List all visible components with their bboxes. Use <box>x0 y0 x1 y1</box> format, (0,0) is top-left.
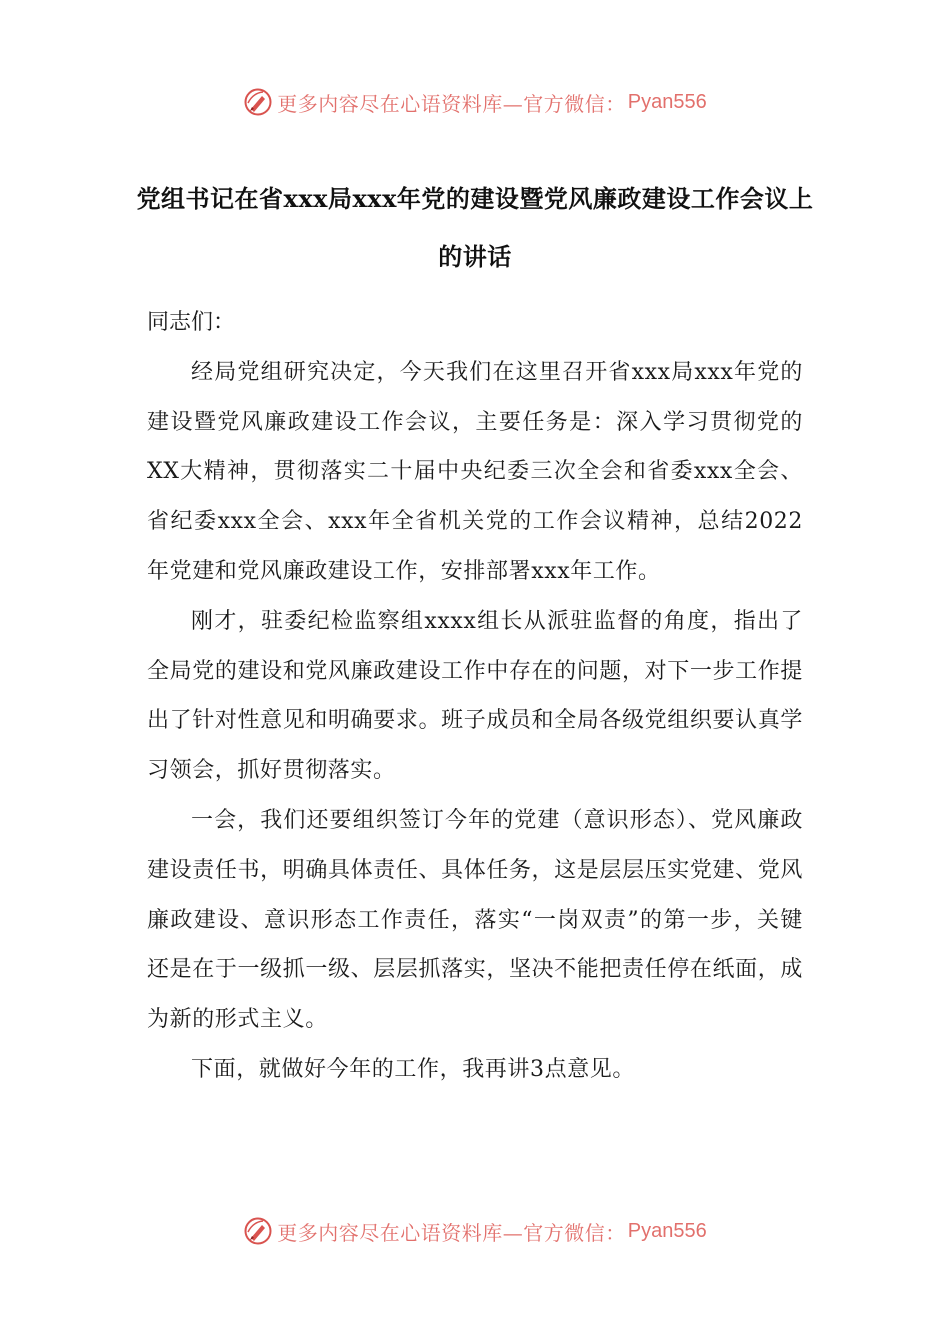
body-paragraph: 一会，我们还要组织签订今年的党建（意识形态）、党风廉政建设责任书，明确具体责任、具体任务，这是层层压实党建、党风廉政建设、意识形态工作责任，落实“一岗双责”的第一步，关键还是在于一级抓一级、层层抓落实，坚决不能把责任停在纸面，成为新的形式主义。 <box>147 807 803 1033</box>
footer-watermark-banner <box>0 1211 950 1251</box>
watermark-text: 更多内容尽在心语资料库—官方微信： <box>277 1220 626 1245</box>
watermark-wechat-id: Pyan556 <box>627 1219 707 1242</box>
body-paragraph: 下面，就做好今年的工作，我再讲3点意见。 <box>191 1056 635 1082</box>
document-body <box>147 298 803 1095</box>
header-watermark-banner <box>0 82 950 122</box>
document-title: 党组书记在省xxx局xxx年党的建设暨党风廉政建设工作会议上的讲话 <box>136 184 814 271</box>
body-paragraph: 刚才，驻委纪检监察组xxxx组长从派驻监督的角度，指出了全局党的建设和党风廉政建设工作中存在的问题，对下一步工作提出了针对性意见和明确要求。班子成员和全局各级党组织要认真学习领会，抓好贯彻落实。 <box>147 608 803 784</box>
watermark-wechat-id: Pyan556 <box>627 90 707 113</box>
pen-logo-icon <box>243 87 273 117</box>
body-paragraph: 经局党组研究决定，今天我们在这里召开省xxx局xxx年党的建设暨党风廉政建设工作会议，主要任务是：深入学习贯彻党的XX大精神，贯彻落实二十届中央纪委三次全会和省委xxx全会、省纪委xxx全会、xxx年全省机关党的工作会议精神，总结2022年党建和党风廉政建设工作，安排部署xxx年工作。 <box>147 359 803 584</box>
salutation: 同志们： <box>147 310 236 335</box>
watermark-text: 更多内容尽在心语资料库—官方微信： <box>277 91 626 116</box>
pen-logo-icon <box>243 1216 273 1246</box>
